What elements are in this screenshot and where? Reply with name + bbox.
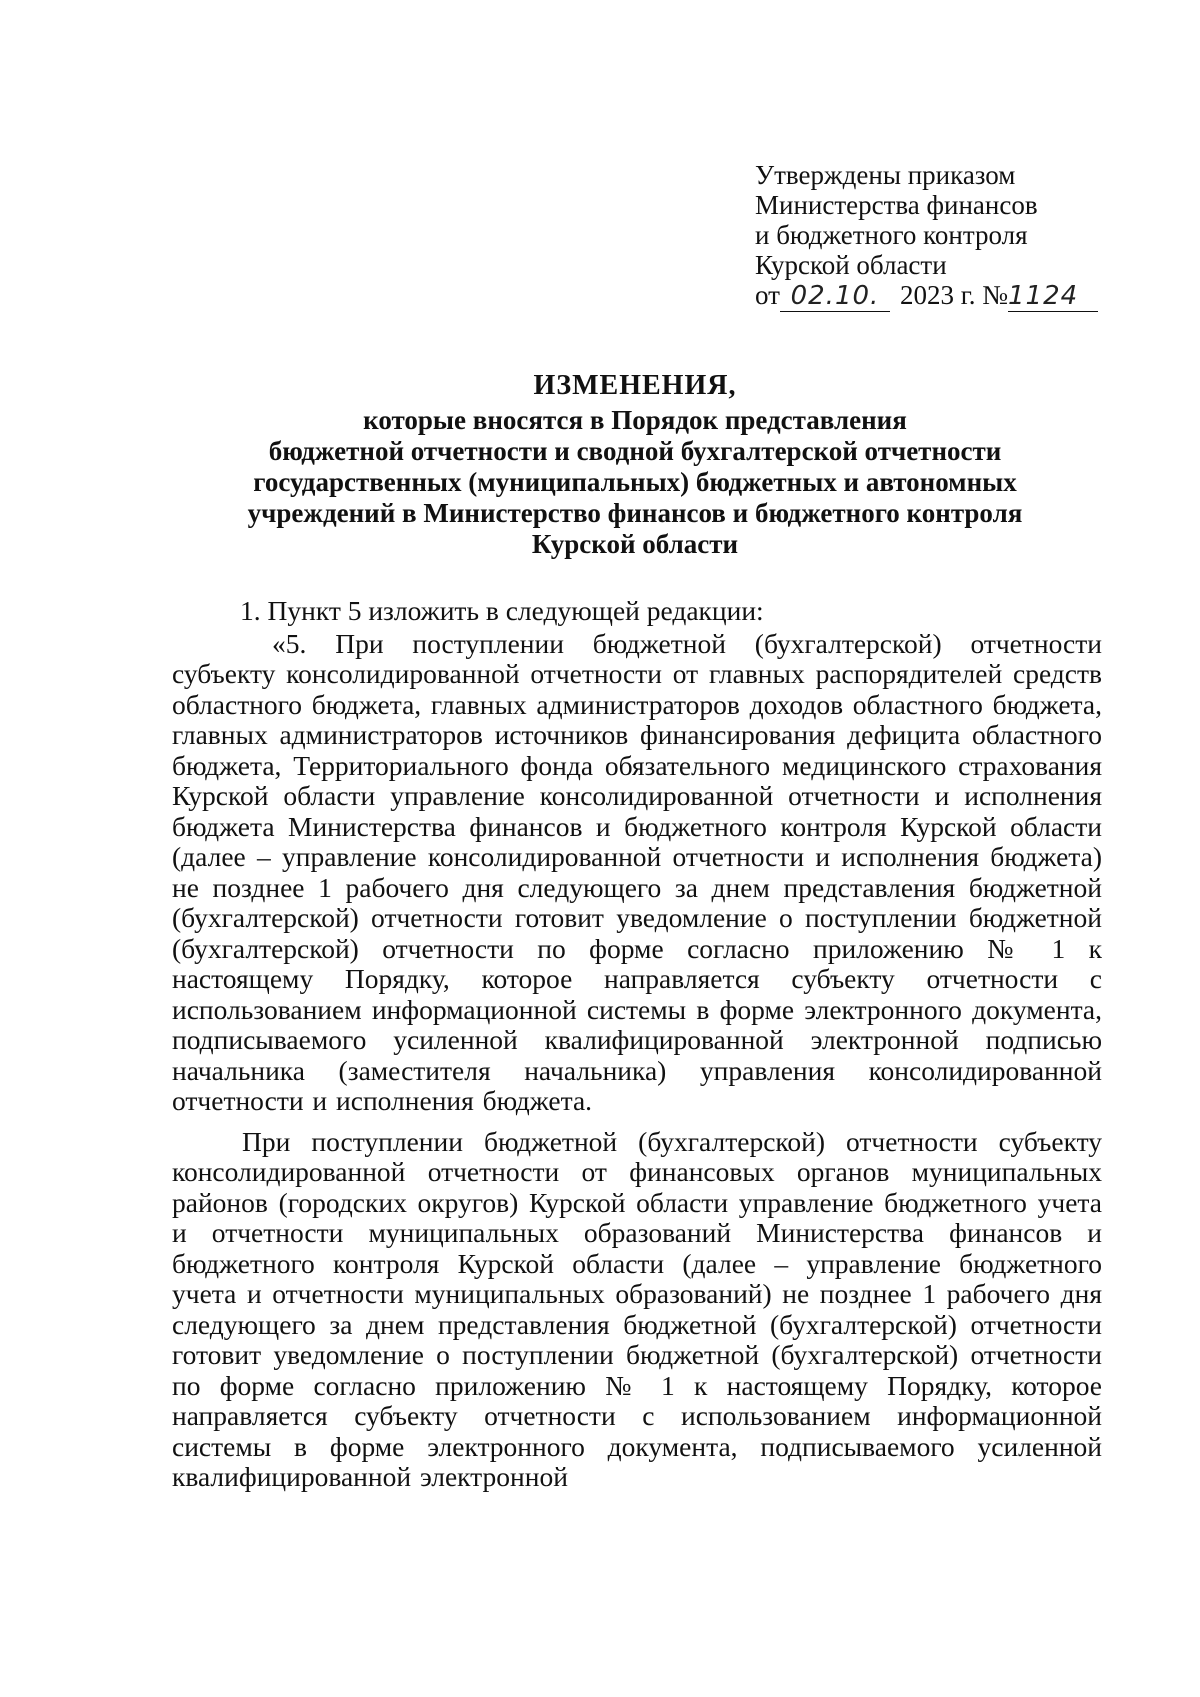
title-line-2: бюджетной отчетности и сводной бухгалтерской отчетности bbox=[268, 436, 1002, 466]
document-body bbox=[172, 596, 1102, 1503]
paragraph-1: «5. При поступлении бюджетной (бухгалтерской) отчетности субъекту консолидированной отчетности от главных распорядителей средств областного бюджета, главных администраторов доходов областного бюджета, главных администраторов источников финансирования дефицита областного бюджета, Территориального фонда обязательного медицинского страхования Курской области управление консолидированной отчетности и исполнения бюджета Министерства финансов и бюджетного контроля Курской области (далее – управление консолидированной отчетности и исполнения бюджета) не позднее 1 рабочего дня следующего за днем представления бюджетной (бухгалтерской) отчетности готовит уведомление о поступлении бюджетной (бухгалтерской) отчетности по форме согласно приложению № 1 к настоящему Порядку, которое направляется субъекту отчетности с использованием информационной системы в форме электронного документа, подписываемого усиленной квалифицированной электронной подписью начальника (заместителя начальника) управления консолидированной отчетности и исполнения бюджета. bbox=[172, 627, 1102, 1116]
date-prefix: от bbox=[755, 280, 780, 310]
handwritten-date: 02.10. bbox=[780, 281, 890, 312]
approval-line-1: Утверждены приказом bbox=[755, 160, 1016, 190]
title-heading: ИЗМЕНЕНИЯ, bbox=[533, 370, 737, 401]
approval-line-2: Министерства финансов bbox=[755, 190, 1038, 220]
approval-date-line bbox=[755, 280, 1155, 312]
title-line-3: государственных (муниципальных) бюджетных и автономных bbox=[253, 467, 1017, 497]
item-1-heading: 1. Пункт 5 изложить в следующей редакции: bbox=[240, 595, 764, 626]
handwritten-number: 1124 bbox=[1008, 281, 1098, 312]
title-line-5: Курской области bbox=[531, 529, 739, 559]
title-line-4: учреждений в Министерство финансов и бюджетного контроля bbox=[247, 498, 1023, 528]
approval-line-4: Курской области bbox=[755, 250, 947, 280]
document-title bbox=[195, 370, 1075, 560]
approval-line-3: и бюджетного контроля bbox=[755, 220, 1028, 250]
approval-block bbox=[755, 160, 1155, 312]
paragraph-2: При поступлении бюджетной (бухгалтерской) отчетности субъекту консолидированной отчетности от финансовых органов муниципальных районов (городских округов) Курской области управление бюджетного учета и отчетности муниципальных образований Министерства финансов и бюджетного контроля Курской области (далее – управление бюджетного учета и отчетности муниципальных образований) не позднее 1 рабочего дня следующего за днем представления бюджетной (бухгалтерской) отчетности готовит уведомление о поступлении бюджетной (бухгалтерской) отчетности по форме согласно приложению № 1 к настоящему Порядку, которое направляется субъекту отчетности с использованием информационной системы в форме электронного документа, подписываемого усиленной квалифицированной электронной bbox=[172, 1125, 1102, 1492]
year-text: 2023 г. № bbox=[899, 280, 1008, 310]
title-line-1: которые вносятся в Порядок представления bbox=[363, 405, 907, 435]
